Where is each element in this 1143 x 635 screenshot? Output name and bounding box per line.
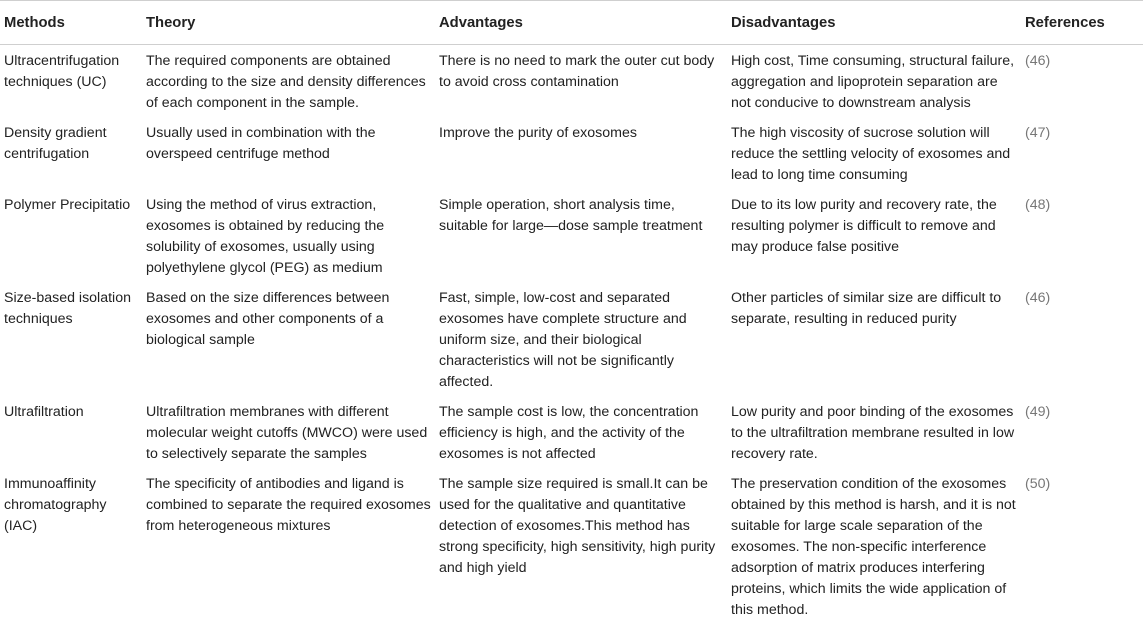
theory-cell: Usually used in combination with the overspeed centrifuge method	[146, 125, 376, 162]
advantages-cell: Improve the purity of exosomes	[439, 125, 637, 141]
table-row	[0, 468, 1143, 624]
table-row	[0, 189, 1143, 282]
table-row	[0, 45, 1143, 118]
theory-cell: Using the method of virus extraction, exosomes is obtained by reducing the solubility of exosomes, usually using polyethylene glycol (PEG) as medium	[146, 197, 385, 276]
header-methods: Methods	[0, 1, 142, 45]
table-row	[0, 117, 1143, 189]
theory-cell: The specificity of antibodies and ligand is combined to separate the required exosomes from heterogeneous mixtures	[146, 476, 431, 534]
advantages-cell: The sample size required is small.It can be used for the qualitative and quantitative detection of exosomes.This method has strong specificity, high sensitivity, high purity and high yield	[439, 476, 716, 576]
reference-link[interactable]: (46)	[1025, 290, 1051, 306]
method-cell: Density gradient centrifugation	[4, 125, 107, 162]
disadvantages-cell: The preservation condition of the exosomes obtained by this method is harsh, and it is not suitable for large scale separation of the exosomes. The non-specific interference adsorption of matrix produces interfering proteins, which limits the wide application of this method.	[731, 476, 1016, 618]
disadvantages-cell: The high viscosity of sucrose solution will reduce the settling velocity of exosomes and lead to long time consuming	[731, 125, 1011, 183]
disadvantages-cell: Due to its low purity and recovery rate, the resulting polymer is difficult to remove and may produce false positive	[731, 197, 997, 255]
method-cell: Ultracentrifugation techniques (UC)	[4, 53, 120, 90]
theory-cell: Ultrafiltration membranes with different molecular weight cutoffs (MWCO) were used to selectively separate the samples	[146, 404, 428, 462]
reference-link[interactable]: (48)	[1025, 197, 1051, 213]
table-row	[0, 282, 1143, 396]
header-references: References	[1021, 1, 1143, 45]
disadvantages-cell: Low purity and poor binding of the exosomes to the ultrafiltration membrane resulted in low recovery rate.	[731, 404, 1015, 462]
method-cell: Ultrafiltration	[4, 404, 84, 420]
theory-cell: The required components are obtained according to the size and density differences of each component in the sample.	[146, 53, 426, 111]
method-cell: Immunoaffinity chromatography (IAC)	[4, 476, 107, 534]
theory-cell: Based on the size differences between exosomes and other components of a biological sample	[146, 290, 390, 348]
header-advantages: Advantages	[435, 1, 727, 45]
reference-link[interactable]: (50)	[1025, 476, 1051, 492]
advantages-cell: There is no need to mark the outer cut body to avoid cross contamination	[439, 53, 715, 90]
method-cell: Size-based isolation techniques	[4, 290, 131, 327]
method-cell: Polymer Precipitatio	[4, 197, 131, 213]
advantages-cell: Fast, simple, low-cost and separated exosomes have complete structure and uniform size, and their biological characteristics will not be significantly affected.	[439, 290, 687, 390]
reference-link[interactable]: (49)	[1025, 404, 1051, 420]
header-row	[0, 1, 1143, 45]
reference-link[interactable]: (47)	[1025, 125, 1051, 141]
advantages-cell: Simple operation, short analysis time, suitable for large—dose sample treatment	[439, 197, 703, 234]
header-disadvantages: Disadvantages	[727, 1, 1021, 45]
header-theory: Theory	[142, 1, 435, 45]
reference-link[interactable]: (46)	[1025, 53, 1051, 69]
disadvantages-cell: Other particles of similar size are difficult to separate, resulting in reduced purity	[731, 290, 1002, 327]
disadvantages-cell: High cost, Time consuming, structural failure, aggregation and lipoprotein separation are not conducive to downstream analysis	[731, 53, 1015, 111]
advantages-cell: The sample cost is low, the concentration efficiency is high, and the activity of the exosomes is not affected	[439, 404, 699, 462]
table-row	[0, 396, 1143, 468]
